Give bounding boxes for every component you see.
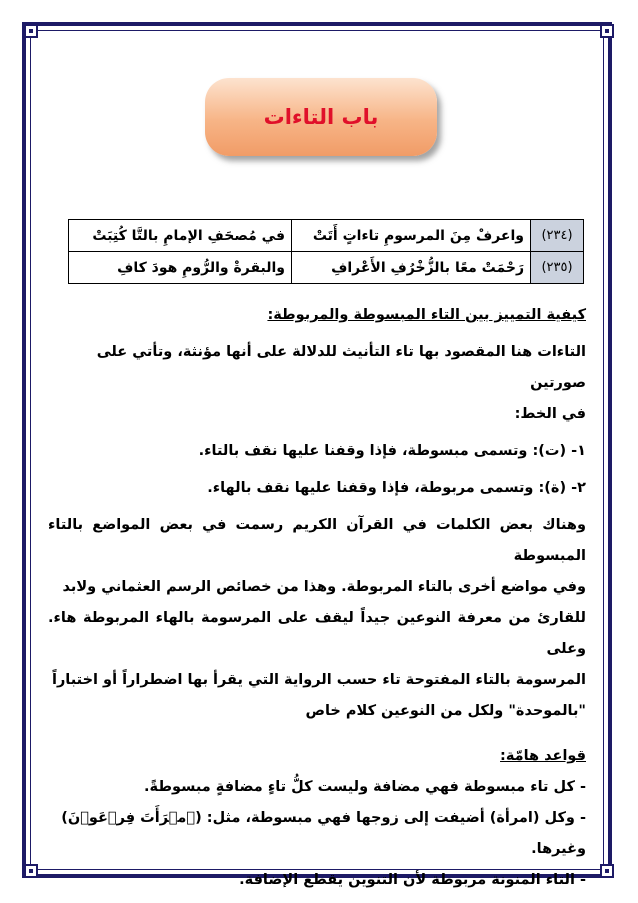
verse-second-hemistich: والبقرةْ والرُّومِ هودَ كافِ xyxy=(69,252,292,284)
corner-ornament-top-left xyxy=(24,24,38,38)
paragraph-line: المرسومة بالتاء المفتوحة تاء حسب الرواية التي يقرأ بها اضطراراً أو اختباراً xyxy=(51,672,586,688)
corner-ornament-bottom-left xyxy=(24,864,38,878)
chapter-title: باب التاءات xyxy=(263,105,379,129)
list-item-open-taa: ١- (ت): وتسمى مبسوطة، فإذا وقفنا عليها نقف بالتاء. xyxy=(198,443,586,459)
paragraph-line: وفي مواضع أخرى بالتاء المربوطة. وهذا من خصائص الرسم العثماني ولابد xyxy=(62,579,586,595)
section-heading-distinction: كيفية التمييز بين التاء المبسوطة والمربوطة: xyxy=(267,307,586,323)
verse-row xyxy=(69,252,584,284)
section-heading-rules: قواعد هامّة: xyxy=(500,748,586,764)
rule-item: - كل تاء مبسوطة فهي مضافة وليست كلُّ تاءٍ مضافةٍ مبسوطةً. xyxy=(144,779,586,795)
corner-ornament-top-right xyxy=(600,24,614,38)
verse-row xyxy=(69,220,584,252)
chapter-title-box xyxy=(205,78,437,156)
paragraph-line: للقارئ من معرفة النوعين جيداً ليقف على المرسومة بالهاء المربوطة هاء. وعلى xyxy=(48,610,586,657)
intro-line: التاءات هنا المقصود بها تاء التأنيث للدلالة على أنها مؤنثة، وتأتي على صورتين xyxy=(96,344,586,391)
paragraph-line: "بالموحدة" ولكل من النوعين كلام خاص xyxy=(305,703,586,719)
verses-table xyxy=(68,219,584,284)
main-content xyxy=(48,300,586,896)
rule-item: - وكل (امرأة) أضيفت إلى زوجها فهي مبسوطة، مثل: (ٱمۡرَأَتَ فِرۡعَوۡنَ) وغيرها. xyxy=(61,810,586,857)
rule-item: - التاء المنونة مربوطة لأن التنوين يقطع الإضافة. xyxy=(239,872,586,888)
verse-first-hemistich: واعرفْ مِنَ المرسومِ تاءاتٍ أَتَتْ xyxy=(292,220,531,252)
corner-ornament-bottom-right xyxy=(600,864,614,878)
paragraph-line: وهناك بعض الكلمات في القرآن الكريم رسمت في بعض المواضع بالتاء المبسوطة xyxy=(48,517,586,564)
intro-line: في الخط: xyxy=(514,406,586,422)
list-item-tied-taa: ٢- (ة): وتسمى مربوطة، فإذا وقفنا عليها نقف بالهاء. xyxy=(207,480,586,496)
verse-number: (٢٣٥) xyxy=(531,252,584,284)
verse-number: (٢٣٤) xyxy=(531,220,584,252)
verse-second-hemistich: في مُصحَفِ الإمامِ بالتَّا كُتِبَتْ xyxy=(69,220,292,252)
verse-first-hemistich: رَحْمَتْ معًا بالزُّخْرُفِ الأَعْرافِ xyxy=(292,252,531,284)
